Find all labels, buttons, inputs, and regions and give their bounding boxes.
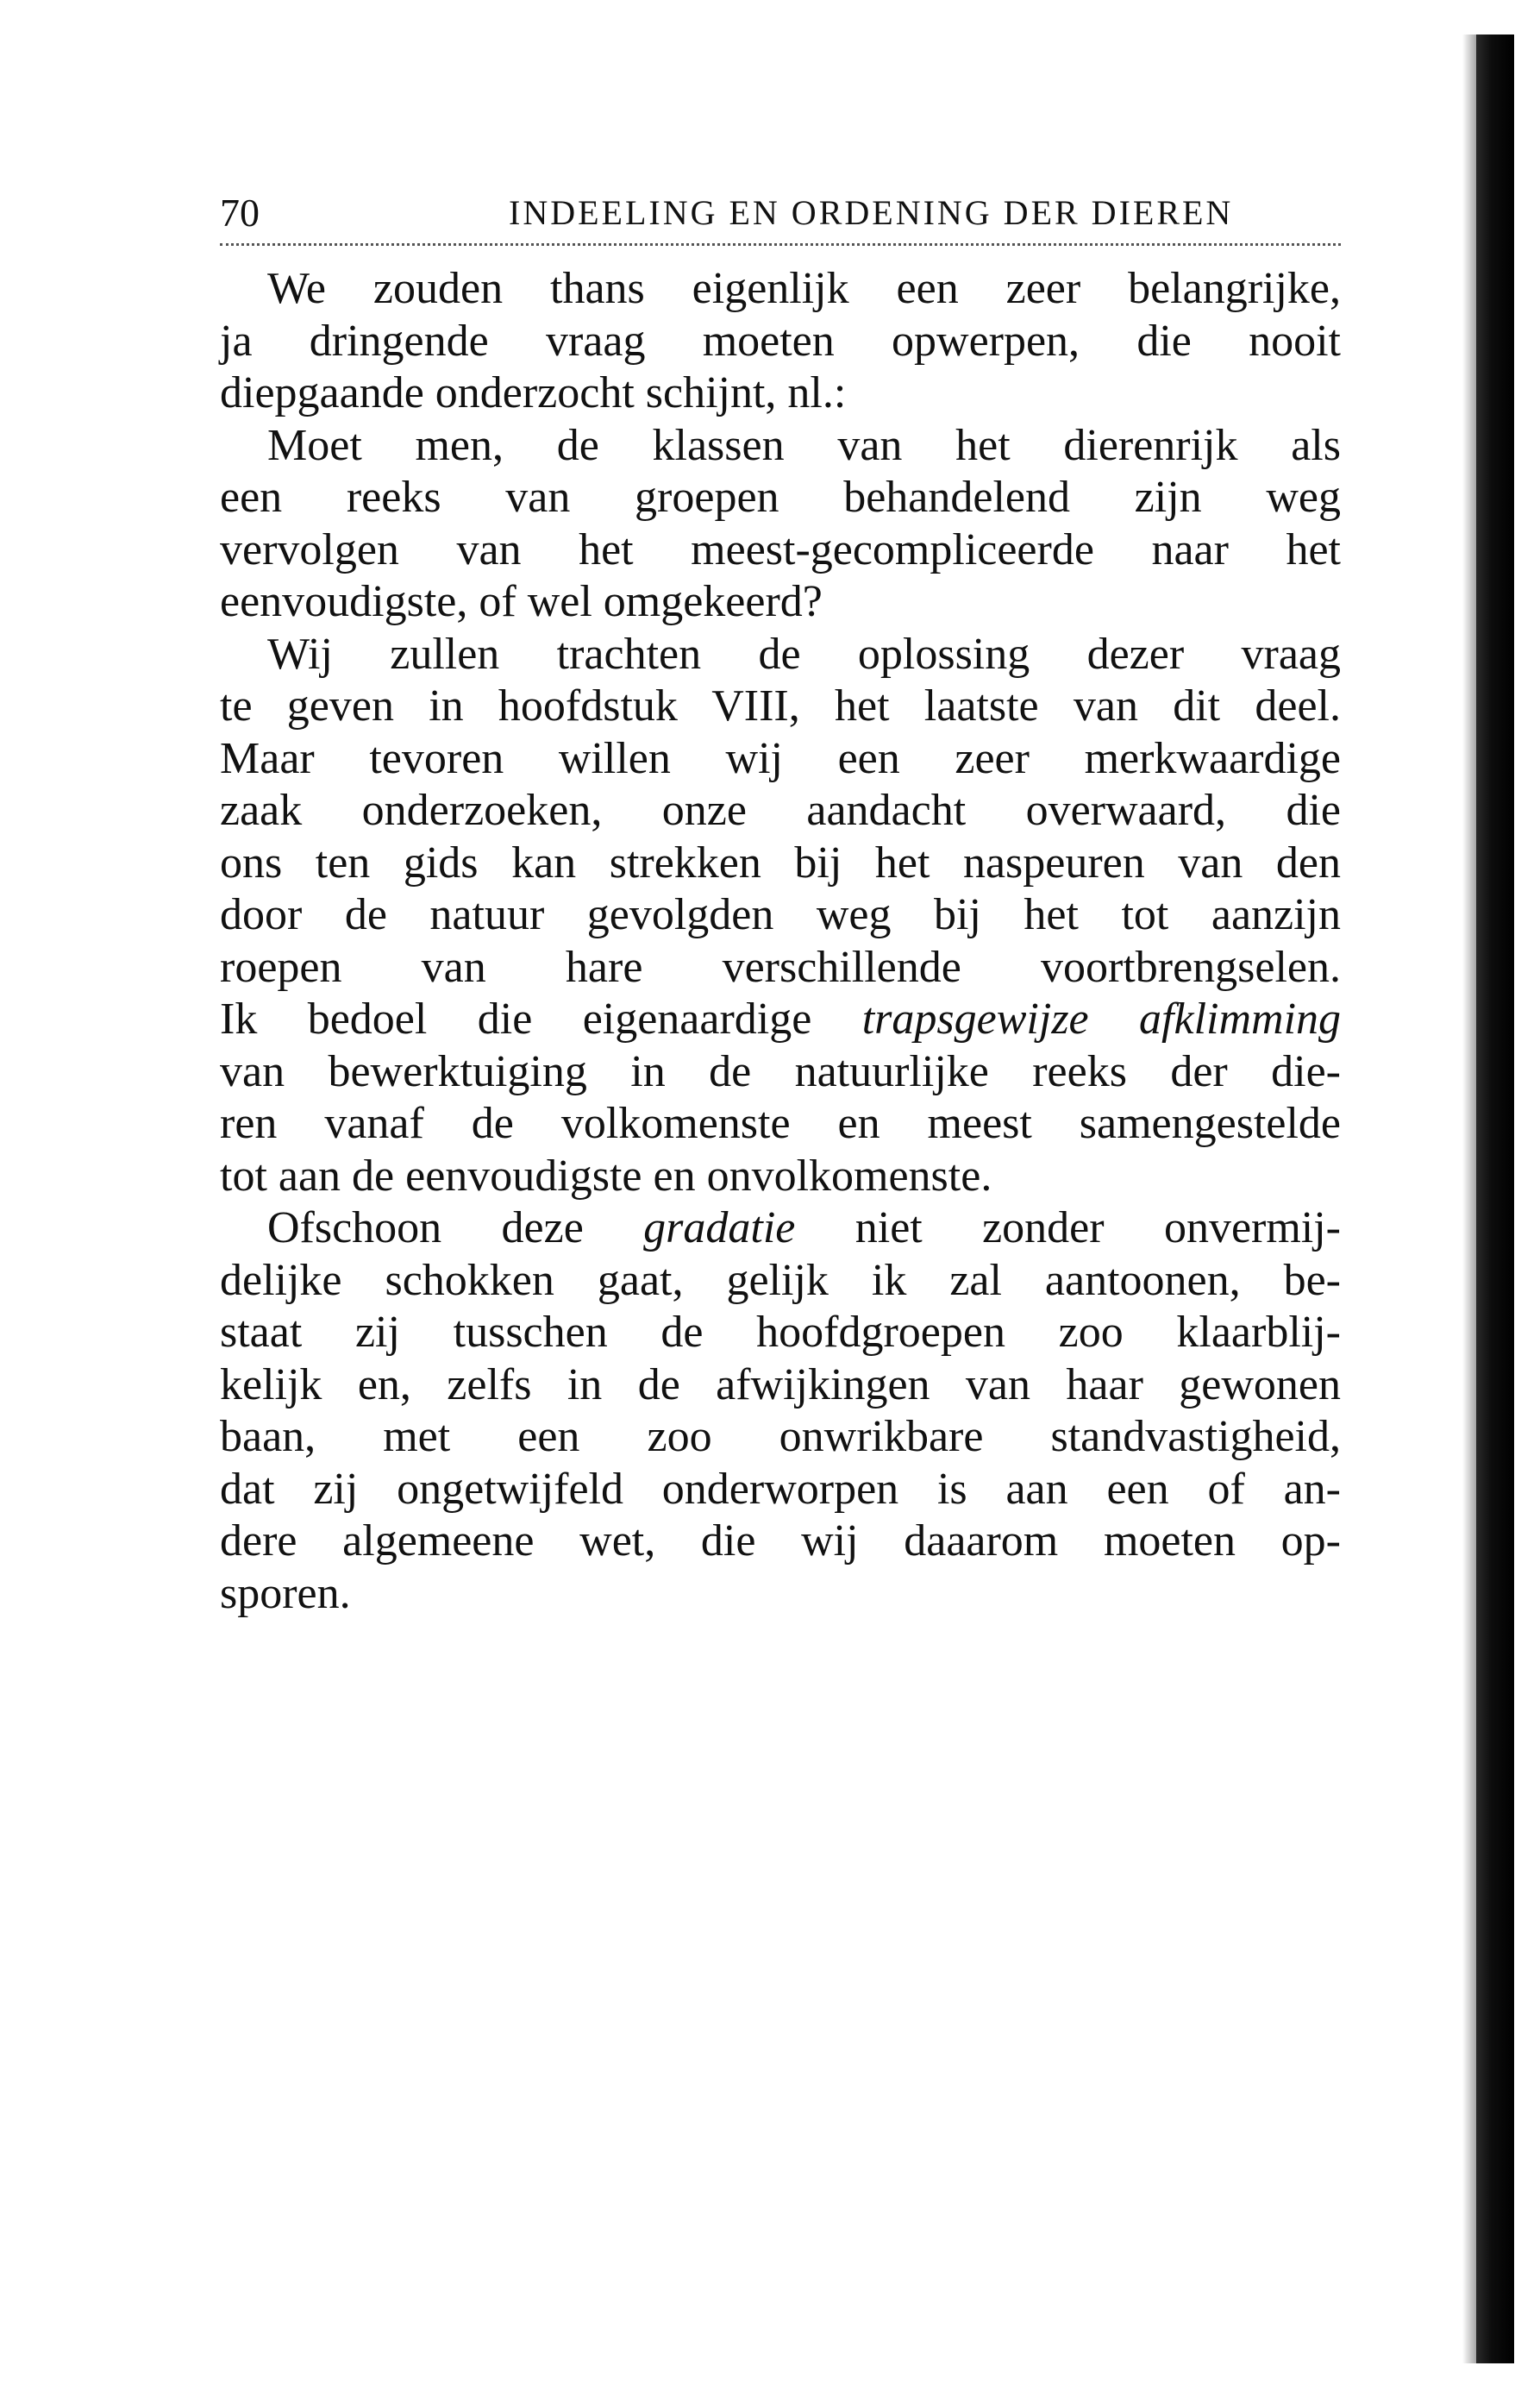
text-line: roepen van hare verschillende voortbrengselen.	[220, 942, 1341, 992]
text-run: Ofschoon deze	[267, 1203, 584, 1252]
text-line: diepgaande onderzocht schijnt, nl.:	[220, 368, 847, 417]
text-line: baan, met een zoo onwrikbare standvastigheid,	[220, 1412, 1341, 1461]
paragraph-3	[220, 629, 1341, 1203]
text-line: staat zij tusschen de hoofdgroepen zoo klaarblij-	[220, 1308, 1341, 1357]
italic-phrase: trapsgewijze afklimming	[861, 995, 1342, 1044]
page-header	[220, 183, 1341, 243]
text-line: We zouden thans eigenlijk een zeer belangrijke,	[267, 264, 1341, 313]
body-text	[220, 263, 1341, 1620]
page-number: 70	[220, 191, 260, 235]
text-line: zaak onderzoeken, onze aandacht overwaard, die	[220, 786, 1341, 835]
header-dotted-rule	[220, 243, 1341, 246]
paragraph-4	[220, 1202, 1341, 1620]
text-line: tot aan de eenvoudigste en onvolkomenste.	[220, 1151, 992, 1201]
text-line: een reeks van groepen behandelend zijn weg	[220, 473, 1341, 522]
text-line: ren vanaf de volkomenste en meest samengestelde	[220, 1099, 1341, 1148]
text-run: Ik bedoel die eigenaardige	[220, 995, 812, 1044]
text-line: kelijk en, zelfs in de afwijkingen van haar gewonen	[220, 1359, 1341, 1409]
text-line: te geven in hoofdstuk VIII, het laatste van dit deel.	[220, 681, 1341, 731]
text-line: dere algemeene wet, die wij daaarom moeten op-	[220, 1516, 1341, 1566]
text-line: eenvoudigste, of wel omgekeerd?	[220, 577, 823, 626]
scan-edge-shadow	[1462, 35, 1476, 2363]
text-line: ja dringende vraag moeten opwerpen, die nooit	[220, 316, 1341, 366]
running-head: INDEELING EN ORDENING DER DIEREN	[509, 193, 1234, 232]
text-line-with-italic	[220, 994, 1341, 1046]
text-line: delijke schokken gaat, gelijk ik zal aantoonen, be-	[220, 1255, 1341, 1305]
text-line: vervolgen van het meest-gecompliceerde naar het	[220, 524, 1341, 574]
text-line: dat zij ongetwijfeld onderworpen is aan een of an-	[220, 1464, 1341, 1514]
text-line: sporen.	[220, 1568, 351, 1618]
text-line: door de natuur gevolgden weg bij het tot aanzijn	[220, 890, 1341, 939]
paragraph-1	[220, 263, 1341, 420]
text-line: Moet men, de klassen van het dierenrijk als	[267, 420, 1341, 470]
text-line: Wij zullen trachten de oplossing dezer vraag	[267, 629, 1341, 679]
italic-phrase: gradatie	[643, 1203, 796, 1252]
paragraph-2	[220, 420, 1341, 629]
text-line-with-italic	[220, 1202, 1341, 1255]
text-line: ons ten gids kan strekken bij het naspeuren van den	[220, 838, 1341, 888]
scan-edge-border	[1476, 35, 1514, 2363]
text-run: niet zonder onvermij-	[855, 1203, 1342, 1252]
text-line: Maar tevoren willen wij een zeer merkwaardige	[220, 733, 1341, 783]
text-line: van bewerktuiging in de natuurlijke reeks der die-	[220, 1046, 1341, 1096]
